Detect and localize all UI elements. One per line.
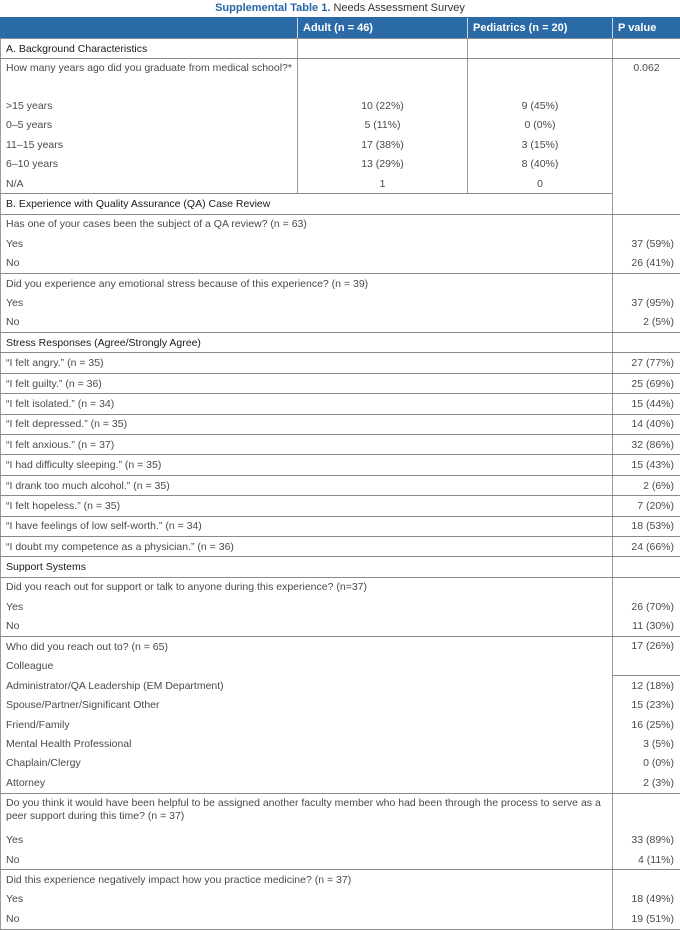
row-label: Yes (1, 234, 613, 253)
table-row (1, 475, 680, 495)
adult-value: 1 (298, 174, 468, 194)
row-label: Friend/Family (1, 715, 613, 734)
row-label: Yes (1, 293, 613, 312)
value-cell: 2 (3%) (613, 773, 680, 793)
question-text: Has one of your cases been the subject of a QA review? (n = 63) (1, 214, 613, 234)
header-pvalue: P value (613, 18, 680, 39)
table-caption (0, 0, 680, 17)
question-row (1, 214, 680, 234)
needs-assessment-table (0, 17, 680, 930)
empty-cell (298, 39, 468, 59)
table-row (1, 353, 680, 373)
table-row (1, 516, 680, 536)
row-label: No (1, 254, 613, 274)
table-row (1, 394, 680, 414)
row-label: No (1, 909, 613, 929)
row-label: >15 years (1, 96, 298, 115)
empty-cell (613, 577, 680, 597)
row-label: No (1, 850, 613, 870)
value-cell: 19 (51%) (613, 909, 680, 929)
adult-value: 17 (38%) (298, 135, 468, 154)
question-row (1, 636, 680, 656)
question-row (1, 793, 680, 831)
row-label: Yes (1, 597, 613, 616)
table-row (1, 536, 680, 556)
table-row (1, 597, 680, 616)
table-row (1, 414, 680, 434)
value-cell: 26 (70%) (613, 597, 680, 616)
table-row (1, 435, 680, 455)
question-text: Did you reach out for support or talk to anyone during this experience? (n=37) (1, 577, 613, 597)
value-cell: 18 (49%) (613, 890, 680, 909)
value-cell: 15 (43%) (613, 455, 680, 475)
row-label: No (1, 617, 613, 637)
table-row (1, 254, 680, 274)
table-row (1, 293, 680, 312)
empty-cell (613, 557, 680, 577)
section-title: Stress Responses (Agree/Strongly Agree) (1, 333, 613, 353)
pediatrics-value: 0 (468, 174, 613, 194)
empty-cell (468, 39, 613, 59)
value-cell: 32 (86%) (613, 435, 680, 455)
stress-header (1, 333, 680, 353)
row-label: Attorney (1, 773, 613, 793)
row-label: “I drank too much alcohol.” (n = 35) (1, 475, 613, 495)
value-cell: 17 (26%) (613, 636, 680, 675)
row-label: Yes (1, 890, 613, 909)
question-row (1, 577, 680, 597)
header-blank (1, 18, 298, 39)
value-cell: 37 (95%) (613, 293, 680, 312)
value-cell: 15 (44%) (613, 394, 680, 414)
empty-cell (613, 194, 680, 214)
pediatrics-value: 3 (15%) (468, 135, 613, 154)
value-cell: 16 (25%) (613, 715, 680, 734)
value-cell: 15 (23%) (613, 696, 680, 715)
table-row (1, 96, 680, 115)
table-row (1, 116, 680, 135)
pediatrics-value: 0 (0%) (468, 116, 613, 135)
pediatrics-value: 8 (40%) (468, 155, 613, 174)
value-cell: 11 (30%) (613, 617, 680, 637)
question-text: How many years ago did you graduate from medical school?* (1, 59, 298, 97)
table-row (1, 155, 680, 174)
question-row (1, 273, 680, 293)
p-value: 0.062 (613, 59, 680, 194)
row-label: “I felt angry.” (n = 35) (1, 353, 613, 373)
caption-title: Needs Assessment Survey (333, 2, 464, 14)
header-adult: Adult (n = 46) (298, 18, 468, 39)
empty-cell (613, 333, 680, 353)
question-row (1, 59, 680, 97)
row-label: “I doubt my competence as a physician.” (n = 36) (1, 536, 613, 556)
row-label: Administrator/QA Leadership (EM Department) (1, 676, 613, 696)
value-cell: 25 (69%) (613, 373, 680, 393)
question-row (1, 870, 680, 890)
caption-label: Supplemental Table 1. (215, 2, 330, 14)
row-label: 6–10 years (1, 155, 298, 174)
value-cell: 0 (0%) (613, 754, 680, 773)
row-label: 11–15 years (1, 135, 298, 154)
section-b-header (1, 194, 680, 214)
row-label: Chaplain/Clergy (1, 754, 613, 773)
value-cell: 26 (41%) (613, 254, 680, 274)
table-row (1, 135, 680, 154)
table-row (1, 773, 680, 793)
table-row (1, 496, 680, 516)
row-label: Colleague (1, 656, 613, 675)
question-text: Who did you reach out to? (n = 65) (1, 636, 613, 656)
table-row (1, 734, 680, 753)
section-title: A. Background Characteristics (1, 39, 298, 59)
empty-cell (613, 273, 680, 293)
section-title: B. Experience with Quality Assurance (QA) Case Review (1, 194, 613, 214)
value-cell: 14 (40%) (613, 414, 680, 434)
header-pediatrics: Pediatrics (n = 20) (468, 18, 613, 39)
table-row (1, 455, 680, 475)
section-a-header (1, 39, 680, 59)
value-cell: 33 (89%) (613, 831, 680, 850)
empty-cell (298, 59, 468, 97)
table-row (1, 656, 680, 675)
value-cell: 4 (11%) (613, 850, 680, 870)
pediatrics-value: 9 (45%) (468, 96, 613, 115)
row-label: “I felt hopeless.” (n = 35) (1, 496, 613, 516)
table-row (1, 174, 680, 194)
row-label: “I felt depressed.” (n = 35) (1, 414, 613, 434)
table-row (1, 373, 680, 393)
empty-cell (468, 59, 613, 97)
empty-cell (613, 39, 680, 59)
question-text: Did you experience any emotional stress because of this experience? (n = 39) (1, 273, 613, 293)
row-label: 0–5 years (1, 116, 298, 135)
row-label: “I had difficulty sleeping.” (n = 35) (1, 455, 613, 475)
row-label: “I have feelings of low self-worth.” (n = 34) (1, 516, 613, 536)
value-cell: 27 (77%) (613, 353, 680, 373)
value-cell: 12 (18%) (613, 676, 680, 696)
row-label: N/A (1, 174, 298, 194)
section-title: Support Systems (1, 557, 613, 577)
value-cell: 3 (5%) (613, 734, 680, 753)
empty-cell (613, 214, 680, 234)
row-label: No (1, 313, 613, 333)
value-cell: 24 (66%) (613, 536, 680, 556)
row-label: Yes (1, 831, 613, 850)
empty-cell (613, 793, 680, 831)
table-row (1, 313, 680, 333)
value-cell: 37 (59%) (613, 234, 680, 253)
header-row (1, 18, 680, 39)
table-row (1, 676, 680, 696)
row-label: “I felt anxious.” (n = 37) (1, 435, 613, 455)
row-label: “I felt guilty.” (n = 36) (1, 373, 613, 393)
value-cell: 2 (5%) (613, 313, 680, 333)
table-row (1, 715, 680, 734)
question-text: Did this experience negatively impact how you practice medicine? (n = 37) (1, 870, 613, 890)
table-row (1, 850, 680, 870)
empty-cell (613, 870, 680, 890)
adult-value: 5 (11%) (298, 116, 468, 135)
table-row (1, 831, 680, 850)
value-cell: 7 (20%) (613, 496, 680, 516)
table-row (1, 696, 680, 715)
row-label: Mental Health Professional (1, 734, 613, 753)
row-label: Spouse/Partner/Significant Other (1, 696, 613, 715)
value-cell: 2 (6%) (613, 475, 680, 495)
support-header (1, 557, 680, 577)
table-row (1, 754, 680, 773)
question-text: Do you think it would have been helpful to be assigned another faculty member who had been through the process to serve as a peer support during this time? (n = 37) (1, 793, 613, 831)
adult-value: 13 (29%) (298, 155, 468, 174)
table-row (1, 234, 680, 253)
adult-value: 10 (22%) (298, 96, 468, 115)
table-row (1, 909, 680, 929)
table-row (1, 617, 680, 637)
value-cell: 18 (53%) (613, 516, 680, 536)
row-label: “I felt isolated.” (n = 34) (1, 394, 613, 414)
